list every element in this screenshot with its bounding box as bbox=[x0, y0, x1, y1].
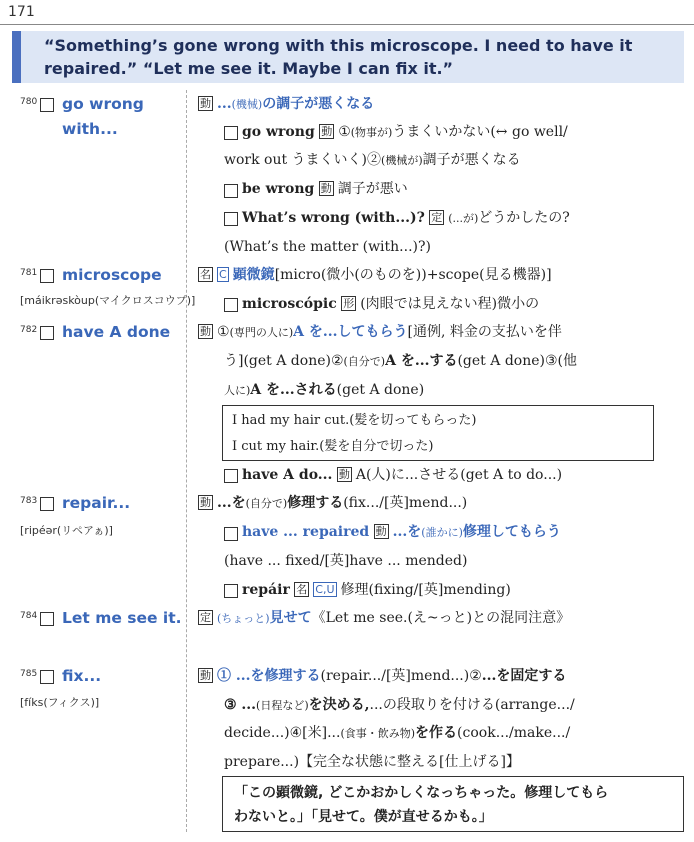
definition-line: (What’s the matter (with...)?) bbox=[224, 239, 431, 255]
pos-noun-icon: 名 bbox=[296, 583, 308, 596]
study-checkbox[interactable] bbox=[40, 497, 54, 511]
pos-verb-icon: 動 bbox=[200, 496, 211, 509]
study-checkbox[interactable] bbox=[40, 612, 54, 626]
definition-line: have A do... 動 A(人)に...させる(get A to do...) bbox=[242, 467, 563, 483]
pos-phrase-icon: 定 bbox=[431, 211, 443, 224]
example-sentence: I cut my hair.(髪を自分で切った) bbox=[232, 439, 434, 454]
definition-line: う](get A done)②(自分で)A を...する(get A done)③(他 bbox=[224, 353, 577, 369]
entry-headword: fix... bbox=[62, 667, 102, 685]
pos-verb-icon: 動 bbox=[375, 525, 387, 538]
entry-number: 782 bbox=[20, 325, 38, 335]
countable-icon: C bbox=[219, 268, 227, 281]
entry-number: 781 bbox=[20, 268, 38, 278]
entry-headword: go wrong bbox=[62, 95, 144, 113]
entry-headword: have A done bbox=[62, 323, 171, 341]
definition-line: repáir 名 C,U 修理(fixing/[英]mending) bbox=[242, 582, 511, 598]
entry-headword-cont: with... bbox=[62, 120, 118, 138]
translation-line-1: 「この顕微鏡, どこかおかしくなっちゃった。修理してもら bbox=[234, 785, 609, 801]
banner-sentence bbox=[44, 34, 674, 80]
study-checkbox[interactable] bbox=[224, 527, 238, 541]
pronunciation: [máikrəskòup(マイクロスコウプ)] bbox=[20, 294, 196, 307]
definition-line: 動 ...(機械)の調子が悪くなる bbox=[200, 96, 375, 112]
banner-line-2: repaired.” “Let me see it. Maybe I can fix it.” bbox=[44, 59, 454, 78]
study-checkbox[interactable] bbox=[224, 584, 238, 598]
definition-line: 人に)A を...される(get A done) bbox=[224, 382, 425, 398]
definition-line: ③ ...(日程など)を決める,...の段取りを付ける(arrange.../ bbox=[224, 697, 575, 713]
pos-verb-icon: 動 bbox=[200, 325, 211, 338]
definition-line: 名 C 顕微鏡[micro(微小(のものを))+scope(見る機器)] bbox=[200, 267, 552, 283]
countable-uncountable-icon: C,U bbox=[315, 583, 335, 596]
definition-line: go wrong 動 ①(物事が)うまくいかない(↔ go well/ bbox=[242, 124, 568, 140]
definition-line: have ... repaired 動 ...を(誰かに)修理してもらう bbox=[242, 524, 561, 540]
study-checkbox[interactable] bbox=[40, 269, 54, 283]
definition-line: 定 (ちょっと)見せて《Let me see.(え~っと)との混同注意》 bbox=[200, 610, 571, 626]
entry-headword: repair... bbox=[62, 494, 131, 512]
definition-line: 動 ①(専門の人に)A を...してもらう[通例, 料金の支払いを伴 bbox=[200, 324, 562, 340]
pos-verb-icon: 動 bbox=[320, 182, 332, 195]
study-checkbox[interactable] bbox=[224, 184, 238, 198]
definition-line: What’s wrong (with...)? 定 (...が)どうかしたの? bbox=[242, 210, 570, 226]
definition-line: decide...)④[米]...(食事・飲み物)を作る(cook.../make.../ bbox=[224, 725, 571, 741]
entry-headword: microscope bbox=[62, 266, 162, 284]
definition-line: 動 ...を(自分で)修理する(fix.../[英]mend...) bbox=[200, 495, 468, 511]
pronunciation: [ripéər(リペアぁ)] bbox=[20, 524, 113, 537]
definition-line: be wrong 動 調子が悪い bbox=[242, 181, 408, 197]
study-checkbox[interactable] bbox=[224, 126, 238, 140]
study-checkbox[interactable] bbox=[224, 469, 238, 483]
banner-line-1: “Something’s gone wrong with this microscope. I need to have it bbox=[44, 36, 633, 55]
study-checkbox[interactable] bbox=[40, 98, 54, 112]
definition-line: prepare...)【完全な状態に整える[仕上げる]】 bbox=[224, 754, 520, 770]
definition-line: (have ... fixed/[英]have ... mended) bbox=[224, 553, 468, 569]
entry-number: 785 bbox=[20, 669, 38, 679]
entry-number: 784 bbox=[20, 611, 38, 621]
entry-number: 780 bbox=[20, 97, 38, 107]
pos-verb-icon: 動 bbox=[200, 669, 211, 682]
study-checkbox[interactable] bbox=[40, 326, 54, 340]
translation-line-2: わないと。」「見せて。僕が直せるかも。」 bbox=[234, 809, 493, 825]
pronunciation: [fíks(フィクス)] bbox=[20, 696, 100, 709]
study-checkbox[interactable] bbox=[224, 212, 238, 226]
definition-line: 動 ① ...を修理する(repair.../[英]mend...)②...を固定する bbox=[200, 668, 567, 684]
pos-phrase-icon: 定 bbox=[200, 611, 211, 624]
page-number: 171 bbox=[8, 4, 35, 20]
study-checkbox[interactable] bbox=[40, 670, 54, 684]
entry-headword: Let me see it. bbox=[62, 609, 182, 627]
pos-noun-icon: 名 bbox=[200, 268, 211, 281]
example-sentence: I had my hair cut.(髪を切ってもらった) bbox=[232, 413, 477, 428]
definition-line: work out うまくいく)②(機械が)調子が悪くなる bbox=[224, 152, 521, 168]
pos-verb-icon: 動 bbox=[338, 468, 350, 481]
banner-accent-bar bbox=[12, 31, 21, 83]
top-rule bbox=[0, 24, 694, 25]
column-divider bbox=[186, 90, 187, 832]
study-checkbox[interactable] bbox=[224, 298, 238, 312]
definition-line: microscópic 形 (肉眼では見えない程)微小の bbox=[242, 296, 540, 312]
pos-adjective-icon: 形 bbox=[343, 297, 355, 310]
entry-number: 783 bbox=[20, 496, 38, 506]
pos-verb-icon: 動 bbox=[200, 97, 211, 110]
pos-verb-icon: 動 bbox=[321, 125, 333, 138]
